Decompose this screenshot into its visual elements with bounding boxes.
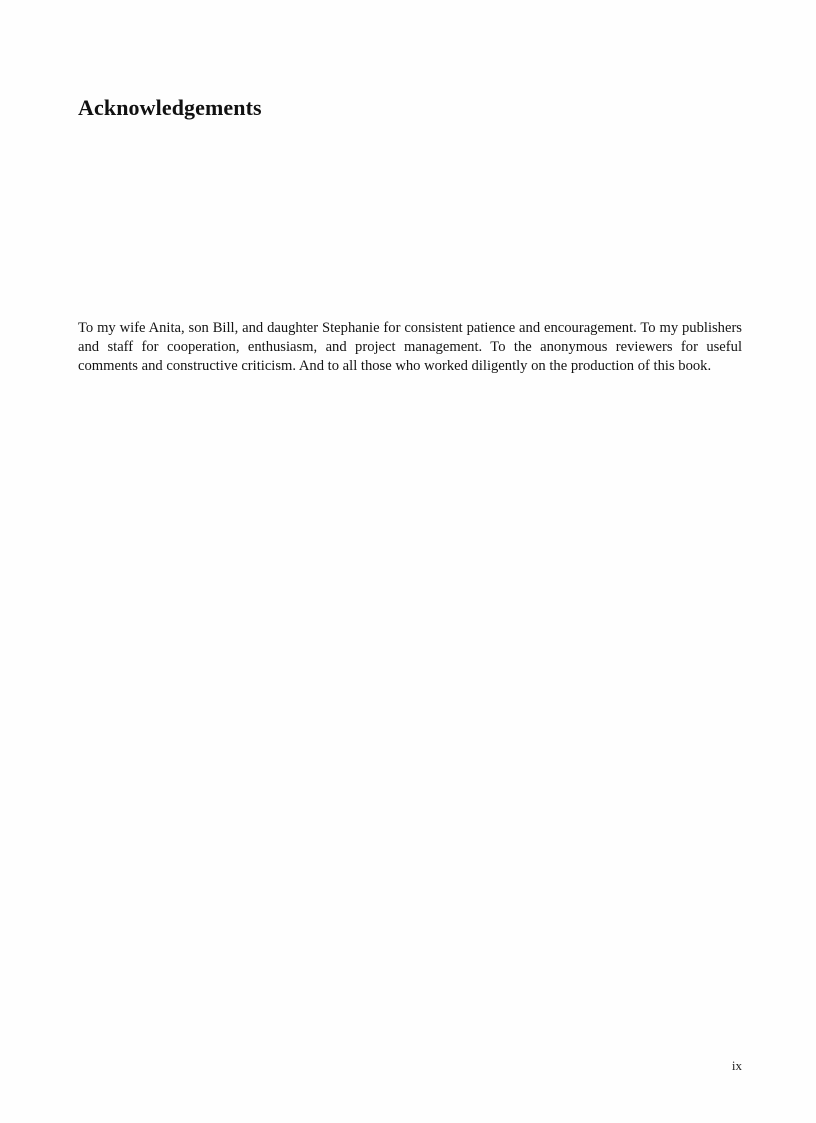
page-number: ix <box>731 1058 742 1073</box>
acknowledgements-paragraph: To my wife Anita, son Bill, and daughter Stephanie for consistent patience and encouragement. To my publishers and staff for cooperation, enthusiasm, and project management. To the anonymous reviewers for useful comments and constructive criticism. And to all those who worked diligently on the production of this book. <box>78 320 742 375</box>
page-title: Acknowledgements <box>78 95 262 120</box>
